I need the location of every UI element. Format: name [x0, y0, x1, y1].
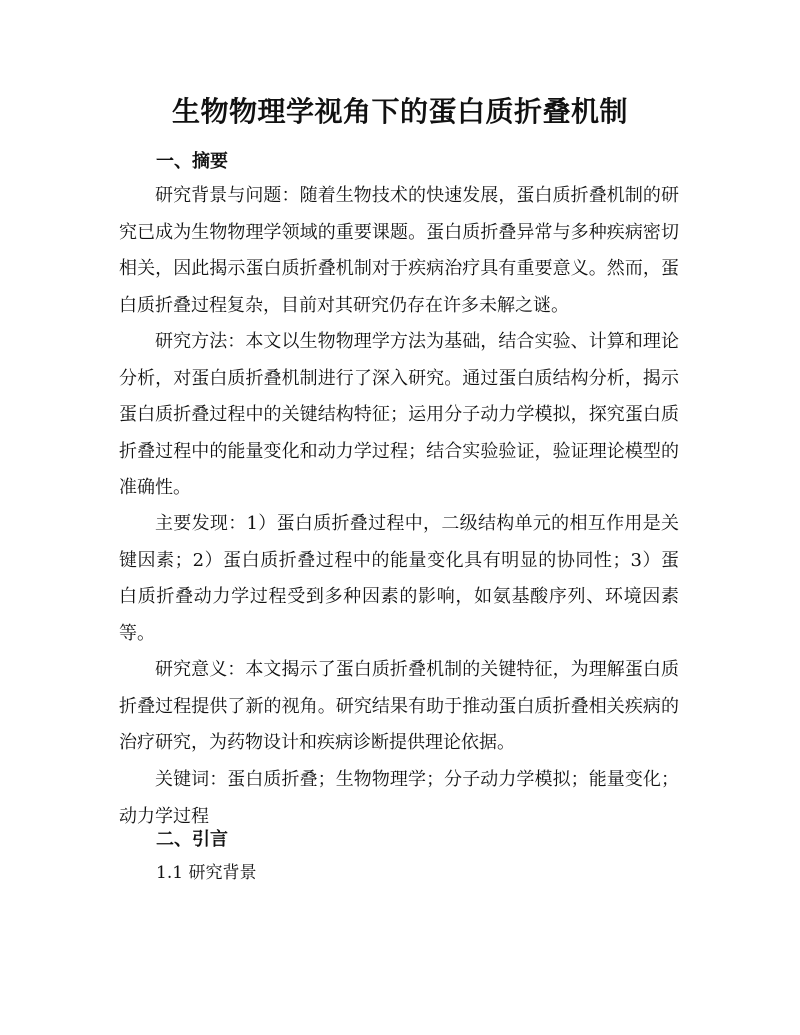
- subsection-heading-background: 1.1 研究背景: [156, 863, 257, 883]
- document-title: 生物物理学视角下的蛋白质折叠机制: [171, 95, 628, 128]
- paragraph-methods: 研究方法：本文以生物物理学方法为基础，结合实验、计算和理论分析，对蛋白质折叠机制进行了深入研究。通过蛋白质结构分析，揭示蛋白质折叠过程中的关键结构特征；运用分子动力学模拟，探究蛋白质折叠过程中的能量变化和动力学过程；结合实验验证，验证理论模型的准确性。: [119, 331, 679, 498]
- paragraph-significance: 研究意义：本文揭示了蛋白质折叠机制的关键特征，为理解蛋白质折叠过程提供了新的视角。研究结果有助于推动蛋白质折叠相关疾病的治疗研究，为药物设计和疾病诊断提供理论依据。: [119, 659, 679, 753]
- section-heading-introduction: 二、引言: [156, 829, 228, 850]
- section-heading-abstract: 一、摘要: [156, 151, 228, 172]
- paragraph-keywords: 关键词：蛋白质折叠；生物物理学；分子动力学模拟；能量变化；动力学过程: [119, 769, 679, 827]
- paragraph-background: 研究背景与问题：随着生物技术的快速发展，蛋白质折叠机制的研究已成为生物物理学领域的重要课题。蛋白质折叠异常与多种疾病密切相关，因此揭示蛋白质折叠机制对于疾病治疗具有重要意义。然而，蛋白质折叠过程复杂，目前对其研究仍存在许多未解之谜。: [119, 185, 679, 316]
- paragraph-findings: 主要发现：1）蛋白质折叠过程中，二级结构单元的相互作用是关键因素；2）蛋白质折叠过程中的能量变化具有明显的协同性；3）蛋白质折叠动力学过程受到多种因素的影响，如氨基酸序列、环境因素等。: [119, 513, 679, 644]
